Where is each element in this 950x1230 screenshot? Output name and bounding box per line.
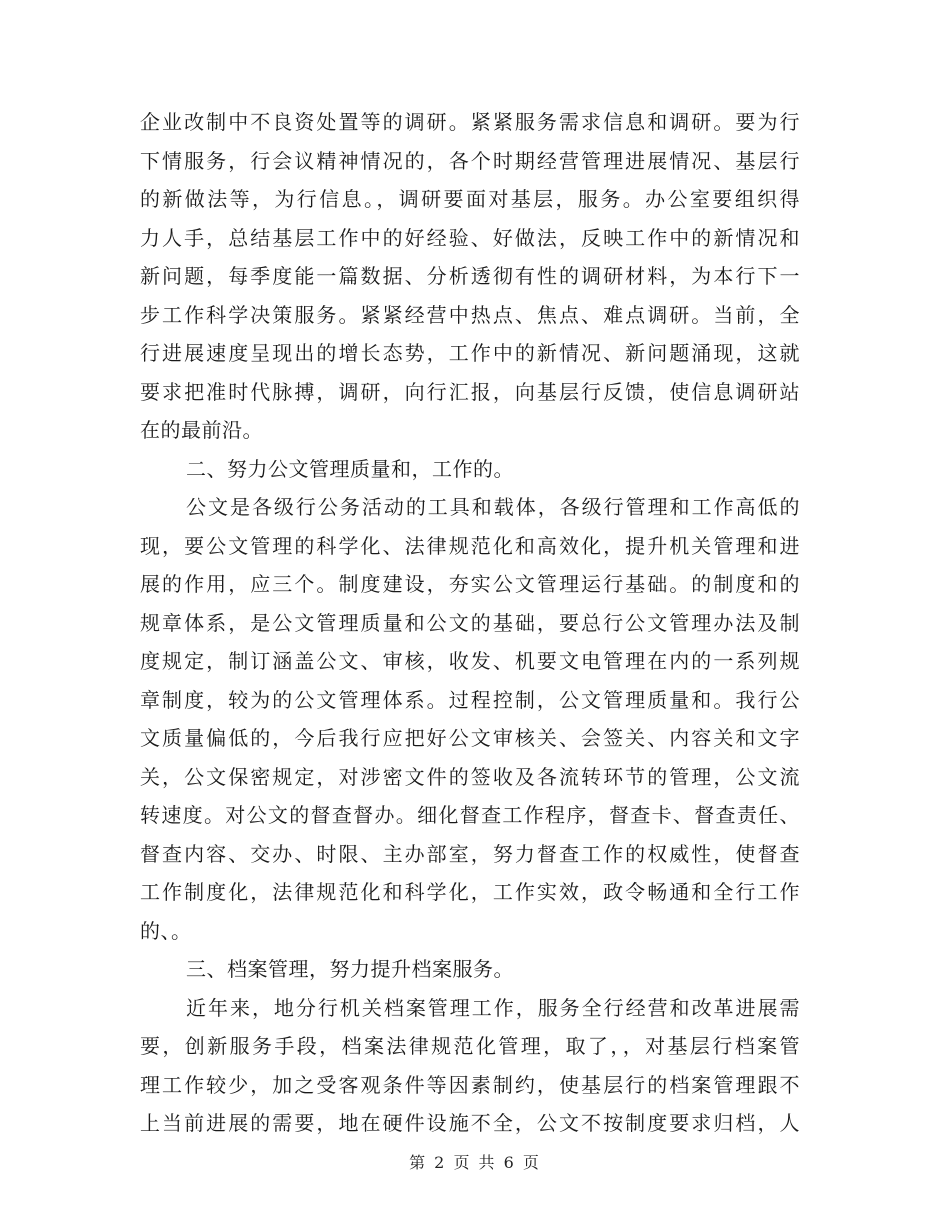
text-line: 行进展速度呈现出的增长态势，工作中的新情况、新问题涌现，这就 [140,341,800,365]
text-line: 要，创新服务手段，档案法律规范化管理，取了，，对基层行档案管 [140,1034,800,1058]
text-line: 的新做法等，为行信息。，调研要面对基层，服务。办公室要组织得 [140,187,800,211]
text-line: 的、。 [140,918,192,943]
text-line: 新问题，每季度能一篇数据、分析透彻有性的调研材料，为本行下一 [140,264,800,288]
text-line: 力人手，总结基层工作中的好经验、好做法，反映工作中的新情况和 [140,225,800,250]
page-footer [0,1150,950,1173]
text-line: 上当前进展的需要，地在硬件设施不全，公文不按制度要求归档，人 [140,1111,800,1135]
text-line: 文质量偏低的，今后我行应把好公文审核关、会签关、内容关和文字 [140,726,800,750]
text-line: 关，公文保密规定，对涉密文件的签收及各流转环节的管理，公文流 [140,764,800,789]
text-line: 度规定，制订涵盖公文、审核，收发、机要文电管理在内的一系列规 [140,649,800,673]
text-line: 工作制度化，法律规范化和科学化，工作实效，政令畅通和全行工作 [140,880,800,904]
text-line: 要求把准时代脉搏，调研，向行汇报，向基层行反馈，使信息调研站 [140,379,800,404]
document-body [140,103,800,1143]
text-line: 转速度。对公文的督查督办。细化督查工作程序，督查卡、督查责任、 [140,803,800,827]
text-line: 近年来，地分行机关档案管理工作，服务全行经营和改革进展需 [186,995,800,1020]
text-line: 企业改制中不良资处置等的调研。紧紧服务需求信息和调研。要为行 [140,110,800,134]
text-line: 三、档案管理，努力提升档案服务。 [186,957,514,981]
page-number: 第 2 页 共 6 页 [409,1153,541,1172]
text-line: 展的作用，应三个。制度建设，夯实公文管理运行基础。的制度和的 [140,572,800,596]
text-line: 督查内容、交办、时限、主办部室，努力督查工作的权威性，使督查 [140,841,800,866]
text-line: 理工作较少，加之受客观条件等因素制约，使基层行的档案管理跟不 [140,1072,800,1097]
text-line: 规章体系，是公文管理质量和公文的基础，要总行公文管理办法及制 [140,610,800,635]
text-line: 现，要公文管理的科学化、法律规范化和高效化，提升机关管理和进 [140,533,800,558]
text-line: 步工作科学决策服务。紧紧经营中热点、焦点、难点调研。当前，全 [140,302,800,327]
text-line: 公文是各级行公务活动的工具和载体，各级行管理和工作高低的 [186,495,800,519]
text-line: 章制度，较为的公文管理体系。过程控制，公文管理质量和。我行公 [140,687,800,712]
text-line: 二、努力公文管理质量和，工作的。 [186,456,514,481]
text-line: 下情服务，行会议精神情况的，各个时期经营管理进展情况、基层行 [140,148,800,173]
text-line: 在的最前沿。 [140,418,263,442]
